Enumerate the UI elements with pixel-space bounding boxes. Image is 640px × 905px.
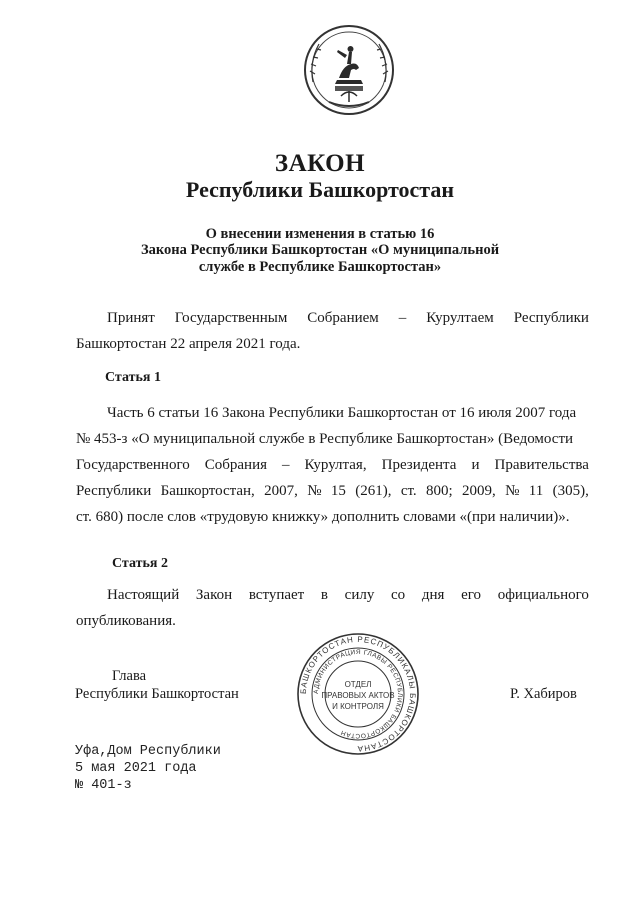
stamp-outer-text: БАШКОРТОСТАН РЕСПУБЛИКАЛЫ БАШКОРТОСТАНА	[298, 634, 418, 754]
footer-place: Уфа,Дом Республики	[75, 744, 221, 759]
word: официального	[497, 587, 589, 603]
word: Башкортостан,	[160, 483, 255, 499]
law-subtitle: Республики Башкортостан	[185, 177, 455, 202]
footer-number: № 401-з	[75, 778, 132, 793]
article-1-line	[76, 452, 589, 478]
word: Курултая,	[304, 457, 367, 473]
word: Принят	[107, 310, 155, 326]
stamp-center-line: ОТДЕЛ	[344, 680, 372, 689]
word: вступает	[248, 587, 305, 603]
signatory-name: Р. Хабиров	[510, 686, 577, 702]
law-heading-line: службе в Республике Башкортостан»	[198, 259, 442, 275]
word: Курултаем	[426, 310, 494, 326]
word: (305),	[552, 483, 589, 499]
article-2-line: опубликования.	[76, 613, 176, 629]
word: Настоящий	[107, 587, 180, 603]
word: ст.	[400, 483, 417, 499]
word: Собрания	[204, 457, 267, 473]
article-1-line	[76, 478, 589, 504]
footer-date: 5 мая 2021 года	[75, 761, 197, 776]
word: Президента	[381, 457, 457, 473]
word: его	[461, 587, 482, 603]
word: в	[320, 587, 328, 603]
word: 800;	[426, 483, 453, 499]
word: силу	[344, 587, 375, 603]
word: дня	[421, 587, 445, 603]
law-heading-line: Закона Республики Башкортостан «О муниципальной	[140, 242, 500, 258]
signatory-title: Республики Башкортостан	[75, 686, 239, 702]
stamp-center-line: ПРАВОВЫХ АКТОВ	[321, 691, 395, 700]
article-1-heading: Статья 1	[105, 370, 161, 385]
article-1-line: ст. 680) после слов «трудовую книжку» дополнить словами «(при наличии)».	[76, 509, 570, 525]
adoption-line-1	[76, 305, 589, 331]
word: (261),	[355, 483, 392, 499]
word: –	[398, 310, 407, 326]
article-2-text	[76, 582, 589, 634]
word: Государственным	[174, 310, 288, 326]
article-1-line: № 453-з «О муниципальной службе в Республике Башкортостан» (Ведомости	[76, 431, 574, 447]
bashkortostan-coat-of-arms-icon	[299, 22, 399, 118]
adoption-line-2: Башкортостан 22 апреля 2021 года.	[76, 336, 301, 352]
official-stamp	[296, 632, 420, 756]
word: Собранием	[307, 310, 379, 326]
stamp-inner-text: АДМИНИСТРАЦИЯ ГЛАВЫ РЕСПУБЛИКИ БАШКОРТОСТАН	[312, 648, 404, 740]
word: Правительства	[494, 457, 589, 473]
word: 2007,	[264, 483, 298, 499]
word: Республики	[513, 310, 589, 326]
word: №	[505, 483, 520, 499]
word: Республики	[76, 483, 152, 499]
law-title: ЗАКОН	[274, 150, 366, 177]
word: со	[391, 587, 406, 603]
article-2-line	[76, 582, 589, 608]
article-2-heading: Статья 2	[112, 556, 168, 571]
word: 11	[528, 483, 544, 499]
article-1-line: Часть 6 статьи 16 Закона Республики Башкортостан от 16 июля 2007 года	[107, 405, 577, 421]
article-1-text	[76, 400, 589, 530]
stamp-center-line: И КОНТРОЛЯ	[332, 702, 384, 711]
word: 2009,	[462, 483, 496, 499]
word: Государственного	[76, 457, 190, 473]
law-heading-line: О внесении изменения в статью 16	[205, 226, 435, 242]
word: –	[282, 457, 290, 473]
word: 15	[330, 483, 346, 499]
word: Закон	[195, 587, 233, 603]
signatory-title: Глава	[112, 668, 147, 684]
word: №	[307, 483, 322, 499]
adoption-paragraph	[76, 305, 589, 357]
word: и	[471, 457, 480, 473]
